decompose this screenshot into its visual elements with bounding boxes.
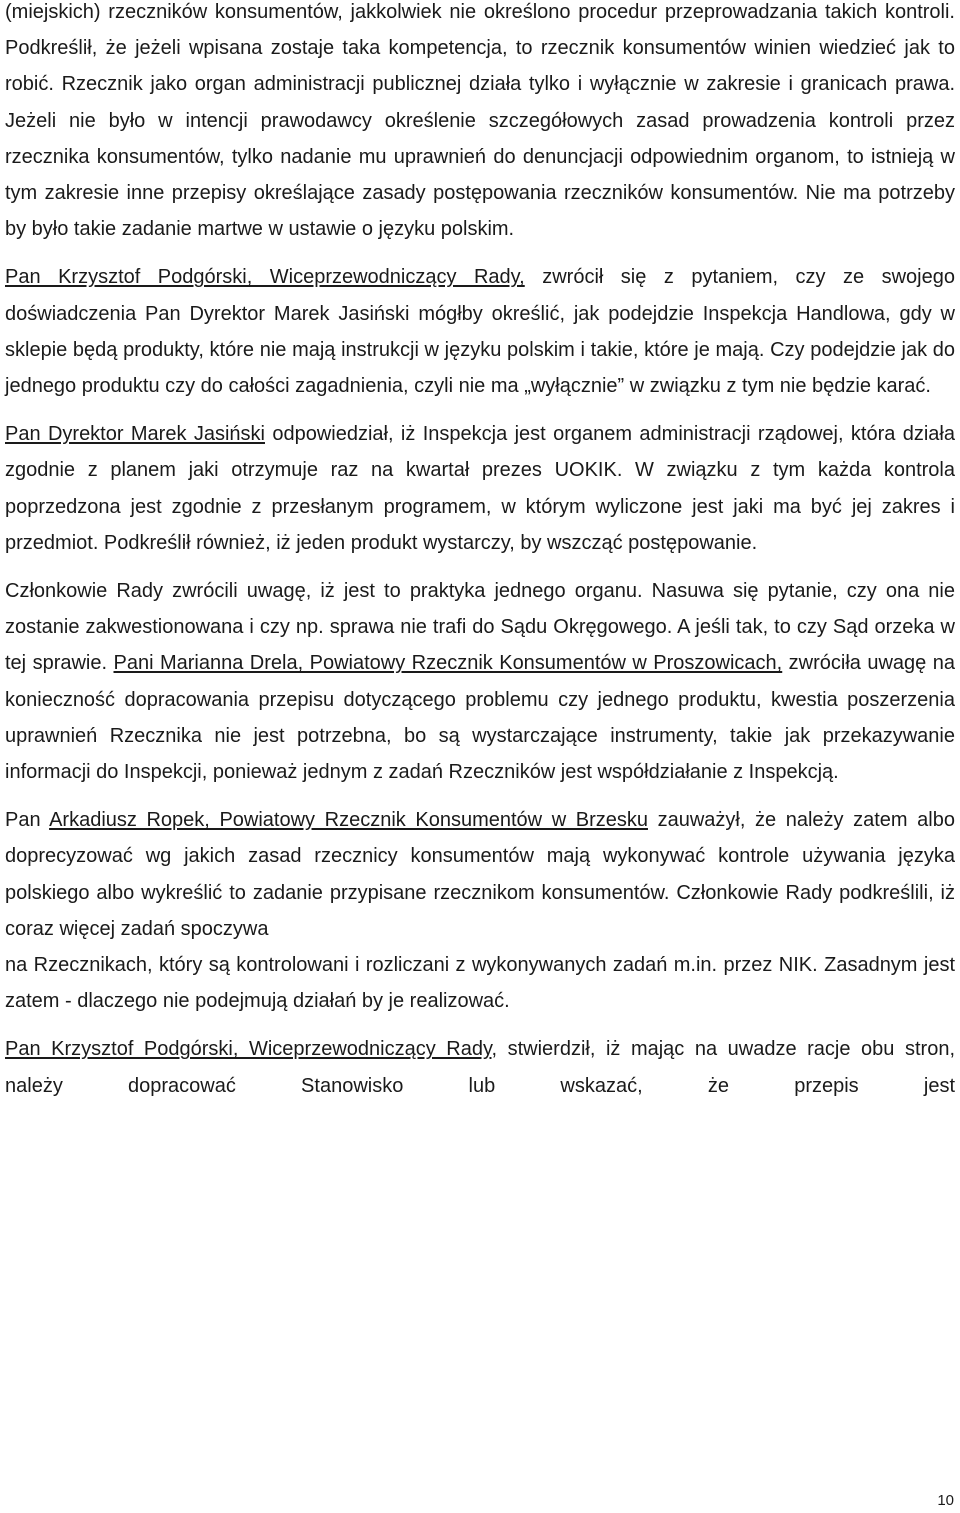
paragraph-line-group: [5, 802, 955, 947]
speaker-name: Pani Marianna Drela, Powiatowy Rzecznik Konsumentów w Proszowicach,: [113, 652, 783, 675]
paragraph-text: Pan: [5, 809, 50, 832]
paragraph-podgorski-statement: [5, 1031, 955, 1103]
paragraph-text: (miejskich) rzeczników konsumentów, jakkolwiek nie określono procedur przeprowadzania takich kontroli. Podkreślił, że jeżeli wpisana zostaje taka kompetencja, to rzecznik konsumentów winien wiedzieć jak to robić. Rzecznik jako organ administracji publicznej działa tylko i wyłącznie w zakresie i granicach prawa. Jeżeli nie było w intencji prawodawcy określenie szczegółowych zasad prowadzenia kontroli przez rzecznika konsumentów, tylko nadanie mu uprawnień do denuncjacji odpowiednim organom, to istnieją w tym zakresie inne przepisy określające zasady postępowania rzeczników konsumentów. Nie ma potrzeby by było takie zadanie martwe w ustawie o języku polskim.: [5, 1, 955, 241]
paragraph-text: zwróciła uwagę na konieczność dopracowania przepisu dotyczącego problemu czy jednego produktu, kwestia poszerzenia uprawnień Rzecznika nie jest potrzebna, bo są wystarczające instrumenty, takie jak przekazywanie informacji do Inspekcji, ponieważ jednym z zadań Rzeczników jest współdziałanie z Inspekcją.: [5, 652, 955, 784]
paragraph-ropek-remark: [5, 802, 955, 1019]
paragraph-text: Członkowie Rady zwrócili uwagę, iż jest to praktyka jednego organu. Nasuwa się pytanie, czy ona nie zostanie zakwestionowana i czy np. sprawa nie trafi do Sądu Okręgowego. A jeśli tak, to czy Sąd orzeka w tej sprawie.: [5, 580, 955, 675]
paragraph-council-remarks: [5, 573, 955, 790]
paragraph-text: , stwierdził, iż mając na uwadze racje obu stron, należy dopracować Stanowisko lub wskazać, że przepis jest: [5, 1038, 955, 1097]
speaker-name: Arkadiusz Ropek, Powiatowy Rzecznik Konsumentów w Brzesku: [49, 809, 648, 832]
paragraph-consumer-ombudsman-controls: [5, 0, 955, 247]
page-number: 10: [937, 1492, 954, 1509]
speaker-name: Pan Krzysztof Podgórski, Wiceprzewodniczący Rady,: [5, 266, 525, 289]
paragraph-text: zwrócił się z pytaniem, czy ze swojego doświadczenia Pan Dyrektor Marek Jasiński mógłby określić, jak podejdzie Inspekcja Handlowa, gdy w sklepie będą produkty, które nie mają instrukcji w języku polskim i takie, które je mają. Czy podejdzie jak do jednego produktu czy do całości zagadnienia, czyli nie ma „wyłącznie” w związku z tym nie będzie karać.: [5, 266, 955, 398]
speaker-name: Pan Dyrektor Marek Jasiński: [5, 423, 265, 446]
paragraph-text: zauważył, że należy zatem albo doprecyzować wg jakich zasad rzecznicy konsumentów mają wykonywać kontrole używania języka polskiego albo wykreślić to zadanie przypisane rzecznikom konsumentów. Członkowie Rady podkreślili, iż coraz więcej zadań spoczywa: [5, 809, 955, 940]
document-page: [5, 0, 955, 1104]
paragraph-jasinski-answer: [5, 416, 955, 561]
paragraph-podgorski-question: [5, 259, 955, 404]
paragraph-text: na Rzecznikach, który są kontrolowani i rozliczani z wykonywanych zadań m.in. przez NIK. Zasadnym jest zatem - dlaczego nie podejmują działań by je realizować.: [5, 954, 955, 1013]
speaker-name: Pan Krzysztof Podgórski, Wiceprzewodniczący Rady: [5, 1038, 492, 1061]
paragraph-text: odpowiedział, iż Inspekcja jest organem administracji rządowej, która działa zgodnie z planem jaki otrzymuje raz na kwartał prezes UOKIK. W związku z tym każda kontrola poprzedzona jest zgodnie z przesłanym programem, w którym wyliczone jest jaki ma być jej zakres i przedmiot. Podkreślił również, iż jeden produkt wystarczy, by wszcząć postępowanie.: [5, 423, 955, 554]
